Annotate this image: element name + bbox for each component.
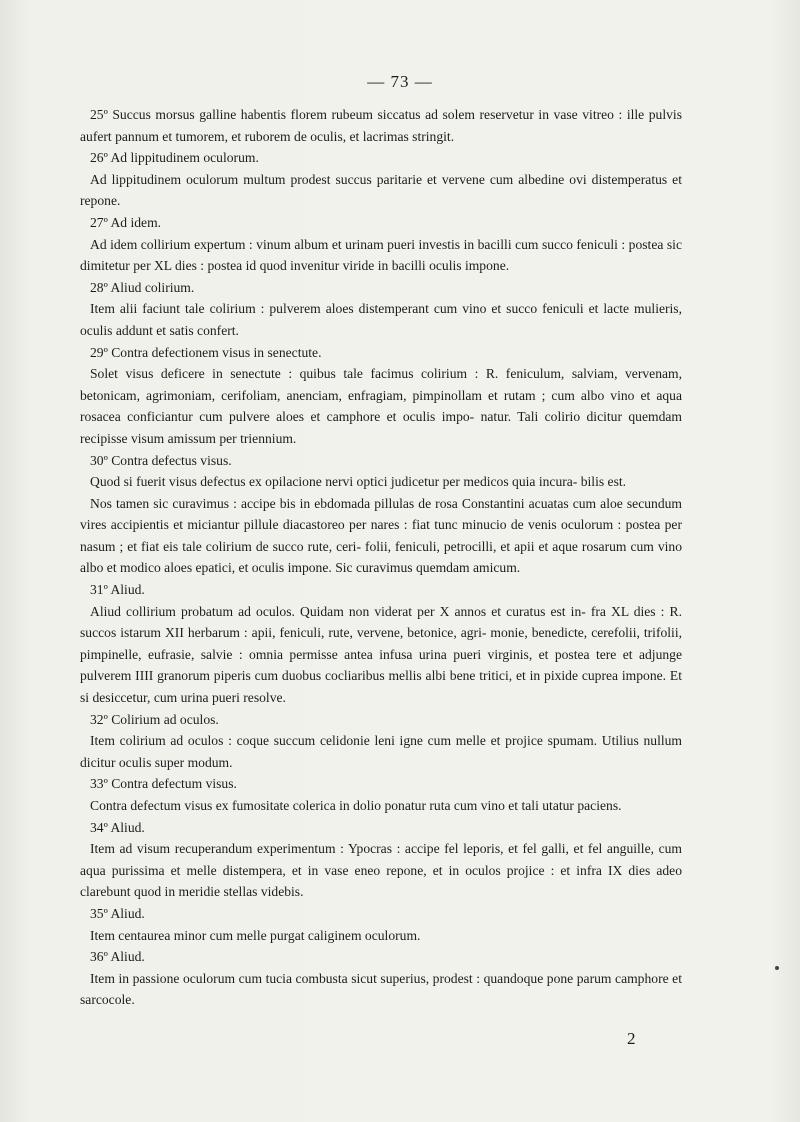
page-number: — 73 — [367, 72, 433, 91]
section-heading: 33º Contra defectum visus. [90, 776, 237, 792]
paragraph: Quod si fuerit visus defectus ex opilacione nervi optici judicetur per medicos quia incura- bilis est. [90, 474, 627, 490]
section-heading: 30º Contra defectus visus. [90, 452, 232, 468]
paragraph: Aliud collirium probatum ad oculos. Quidam non viderat per X annos et curatus est in- fra XL dies : R. succos istarum XII herbarum : apii, feniculi, rute, vervene, betonice, agri- monie, benedicte, cerefolii, trifolii, pimpinelle, eufrasie, salvie : omnia permisse antea infusa urina pueri virginis, et postea tere et adjunge pulverem IIII granorum piperis cum duobus cocliaribus mellis albi bene tritici, et in pixide cuprea impone. Et si desiccetur, cum urina pueri resolve. [80, 603, 682, 706]
section-heading: 26º Ad lippitudinem oculorum. [90, 150, 259, 166]
section-heading: 31º Aliud. [90, 582, 145, 598]
paragraph: 25º Succus morsus galline habentis florem rubeum siccatus ad solem reservetur in vase vitreo : ille pulvis aufert pannum et tumorem, et ruborem de oculis, et lacrimas stringit. [80, 107, 682, 144]
text-body [80, 104, 682, 1011]
paragraph: Ad idem collirium expertum : vinum album et urinam pueri investis in bacilli cum succo feniculi : postea sic dimitetur per XL dies : postea id quod invenitur viride in bacilli oculis impone. [80, 236, 682, 274]
paragraph: Item centaurea minor cum melle purgat caliginem oculorum. [90, 927, 421, 943]
paragraph: Item colirium ad oculos : coque succum celidonie leni igne cum melle et projice spumam. Utilius nullum dicitur oculis super modum. [80, 733, 682, 770]
paragraph: Nos tamen sic curavimus : accipe bis in ebdomada pillulas de rosa Constantini acuatas cum aloe secundum vires accipientis et miciantur pillule diacastoreo per nares : fiat tunc minucio de venis oculorum : postea per nasum ; et fiat eis tale colirium de succo rute, ceri- folii, feniculi, petrocilli, et apii et aque rosarum cum vino albo et modico aloes epatici, et oculis impone. Sic curavimus quemdam amicum. [80, 495, 682, 576]
paragraph: Item ad visum recuperandum experimentum : Ypocras : accipe fel leporis, et fel galli, et fel anguille, cum aqua purissima et melle distempera, et in vase eneo repone, et in oculos projice : et infra IX dies adeo clarebunt quod in meridie stellas videbis. [80, 841, 682, 900]
section-heading: 35º Aliud. [90, 905, 145, 921]
paragraph: Ad lippitudinem oculorum multum prodest succus paritarie et vervene cum albedine ovi distemperatus et repone. [80, 171, 682, 209]
signature-mark: 2 [627, 1029, 636, 1048]
section-heading: 27º Ad idem. [90, 214, 162, 230]
section-heading: 36º Aliud. [90, 949, 145, 965]
section-heading: 34º Aliud. [90, 819, 145, 835]
paragraph: Item alii faciunt tale colirium : pulverem aloes distemperant cum vino et succo feniculi et lacte mulieris, oculis addunt et satis confert. [80, 301, 682, 338]
paragraph: Solet visus deficere in senectute : quibus tale facimus colirium : R. feniculum, salviam, vervenam, betonicam, agrimoniam, cerifoliam, anenciam, enfragiam, pimpinollam et rutam ; cum albo vino et aqua rosacea conficiantur cum pulvere aloes et camphore et oculis impo- natur. Tali colirio dicitur quemdam recipisse visum amissum per triennium. [80, 366, 682, 446]
section-heading: 28º Aliud colirium. [90, 279, 195, 295]
paragraph: Item in passione oculorum cum tucia combusta sicut superius, prodest : quandoque pone parum camphore et sarcocole. [80, 970, 682, 1008]
paragraph: Contra defectum visus ex fumositate colerica in dolio ponatur ruta cum vino et tali utatur paciens. [90, 798, 622, 813]
ink-speck [775, 966, 779, 970]
section-heading: 29º Contra defectionem visus in senectute. [90, 344, 322, 360]
section-heading: 32º Colirium ad oculos. [90, 711, 219, 727]
